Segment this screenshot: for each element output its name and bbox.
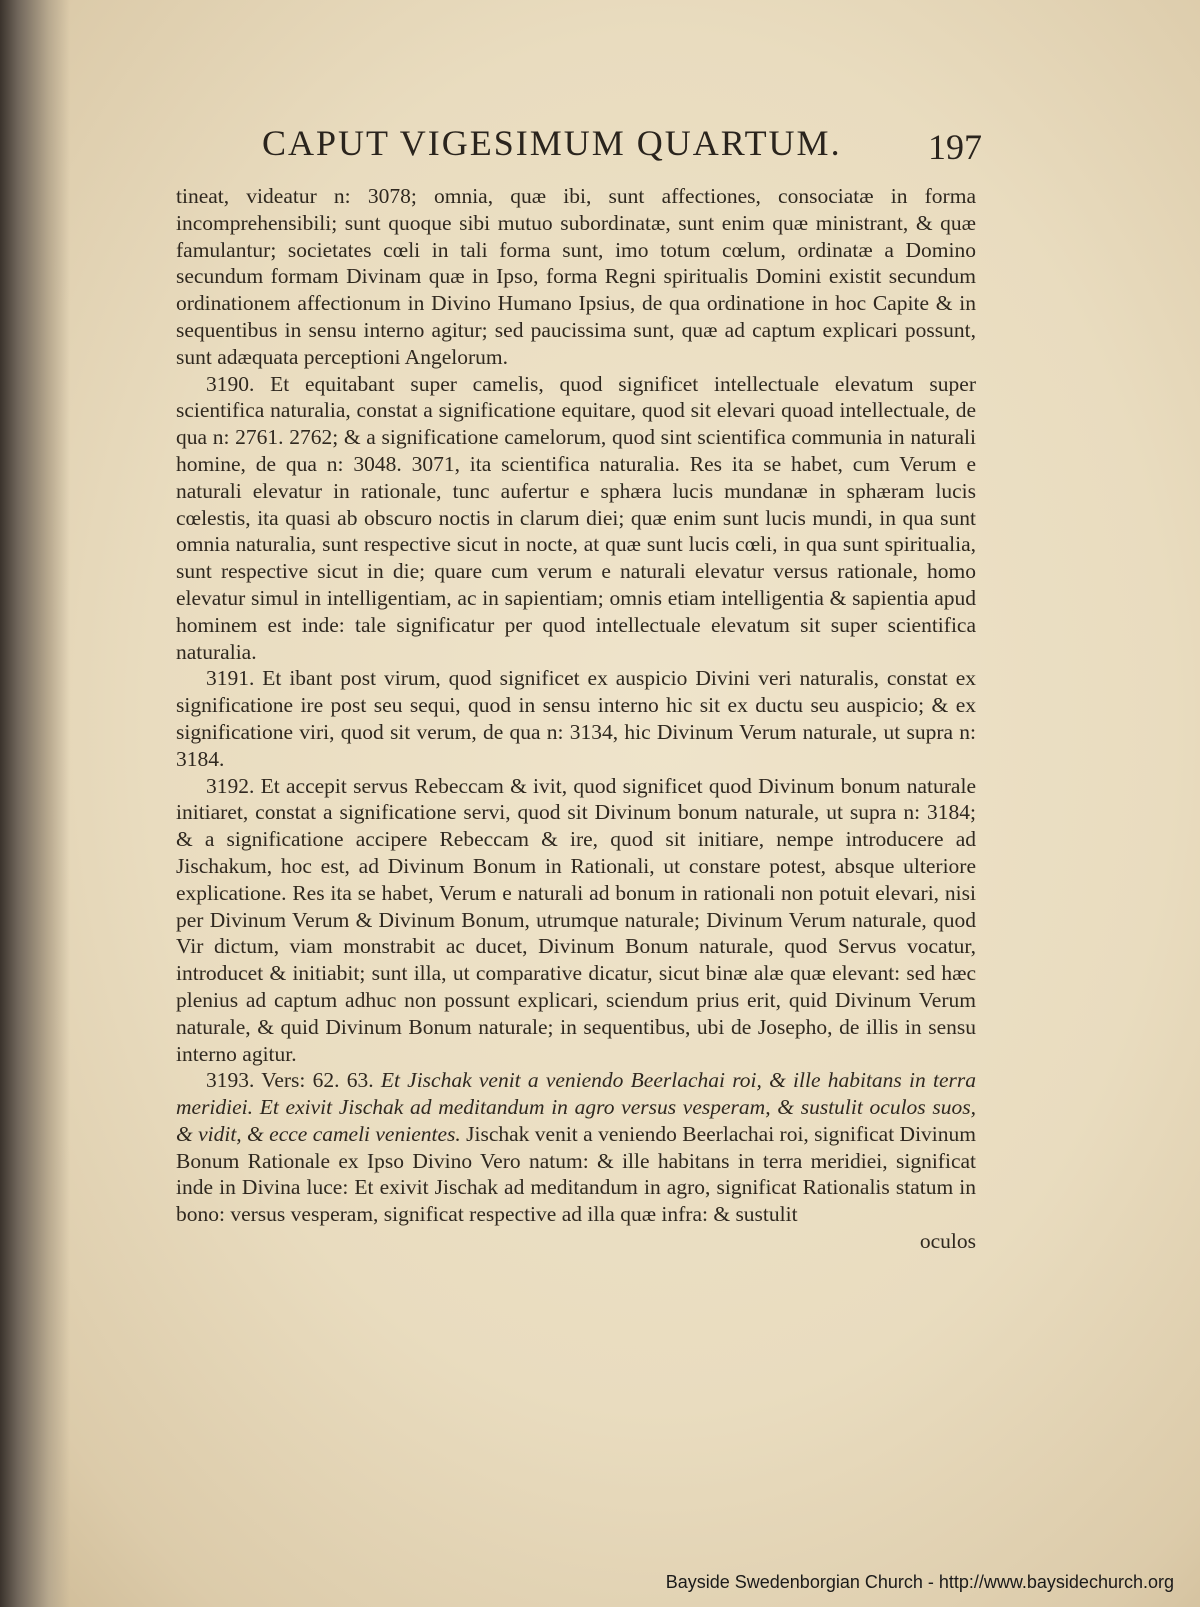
watermark: Bayside Swedenborgian Church - http://www.baysidechurch.org: [665, 1572, 1174, 1592]
paragraph-continuation: tineat, videatur n: 3078; omnia, quæ ibi, sunt affectiones, consociatæ in forma incomprehensibili; sunt quoque sibi mutuo subordinatæ, sunt enim quæ ministrant, & quæ famulantur; societates cœli in tali forma sunt, imo totum cœlum, ordinatæ a Domino secundum formam Divinam quæ in Ipso, forma Regni spiritualis Domini existit secundum ordinationem affectionum in Divino Humano Ipsius, de qua ordinatione in hoc Capite & in sequentibus in sensu interno agitur; sed paucissima sunt, quæ ad captum explicari possunt, sunt adæquata perceptioni Angelorum.: [176, 184, 976, 369]
catchword: oculos: [919, 1229, 976, 1254]
paragraph-3191: 3191. Et ibant post virum, quod significet ex auspicio Divini veri naturalis, constat ex significatione ire post seu sequi, quod in sensu interno hic sit ex ductu seu auspicio; & ex significatione viri, quod sit verum, de qua n: 3134, hic Divinum Verum naturale, ut supra n: 3184.: [176, 666, 976, 771]
page-body: [176, 183, 976, 1255]
running-head: CAPUT VIGESIMUM QUARTUM.: [262, 123, 842, 163]
paragraph-3193-lead: 3193. Vers: 62. 63.: [206, 1068, 381, 1093]
page-header: [262, 122, 982, 172]
paragraph-3193-quote: Et Jischak venit a veniendo Beerlachai roi, & ille habitans in terra meridiei. Et exivit Jischak ad meditandum in agro versus vesperam, & sustulit oculos suos, & vidit, & ecce cameli venientes.: [176, 1068, 976, 1146]
book-gutter-shadow: [0, 0, 70, 1607]
paragraph-3193-rest: Jischak venit a veniendo Beerlachai roi, significat Divinum Bonum Rationale ex Ipso Divino Vero natum: & ille habitans in terra meridiei, significat inde in Divina luce: Et exivit Jischak ad meditandum in agro, significat Rationalis statum in bono: versus vesperam, significat respective ad illa quæ infra: & sustulit: [176, 1121, 977, 1227]
paragraph-3193: [176, 1067, 976, 1228]
paragraph-3192: 3192. Et accepit servus Rebeccam & ivit, quod significet quod Divinum bonum naturale initiaret, constat a significatione servi, quod sit Divinum bonum naturale, ut supra n: 3184; & a significatione accipere Rebeccam & ire, quod sit initiare, nempe introducere ad Jischakum, hoc est, ad Divinum Bonum in Rationali, ut constare potest, absque ulteriore explicatione. Res ita se habet, Verum e naturali ad bonum in rationali non potuit elevari, nisi per Divinum Verum & Divinum Bonum, utrumque naturale; Divinum Verum naturale, quod Vir dictum, viam monstrabit ac ducet, Divinum Bonum naturale, quod Servus vocatur, introducet & initiabit; sunt illa, ut comparative dicatur, sicut binæ alæ quæ elevant: sed hæc plenius ad captum adhuc non possunt explicari, sciendum prius erit, quid Divinum Verum naturale, & quid Divinum Bonum naturale; in sequentibus, ubi de Josepho, de illis in sensu interno agitur.: [176, 773, 976, 1066]
page-number: 197: [928, 127, 982, 167]
paragraph-3190: 3190. Et equitabant super camelis, quod significet intellectuale elevatum super scientifica naturalia, constat a significatione equitare, quod sit elevari quoad intellectuale, de qua n: 2761. 2762; & a significatione camelorum, quod sint scientifica communia in naturali homine, de qua n: 3048. 3071, ita scientifica naturalia. Res ita se habet, cum Verum e naturali elevatur in rationale, tunc aufertur e sphæra lucis mundanæ in sphæram lucis cœlestis, ita quasi ab obscuro noctis in clarum diei; quæ enim sunt lucis mundi, in qua sunt omnia naturalia, sunt respective sicut in nocte, at quæ sunt lucis cœli, in qua sunt spiritualia, sunt respective sicut in die; quare cum verum e naturali elevatur versus rationale, homo elevatur simul in intelligentiam, ac in sapientiam; omnis etiam intelligentia & sapientia apud hominem est inde: tale significatur per quod intellectuale elevatum sit super scientifica naturalia.: [176, 371, 976, 664]
